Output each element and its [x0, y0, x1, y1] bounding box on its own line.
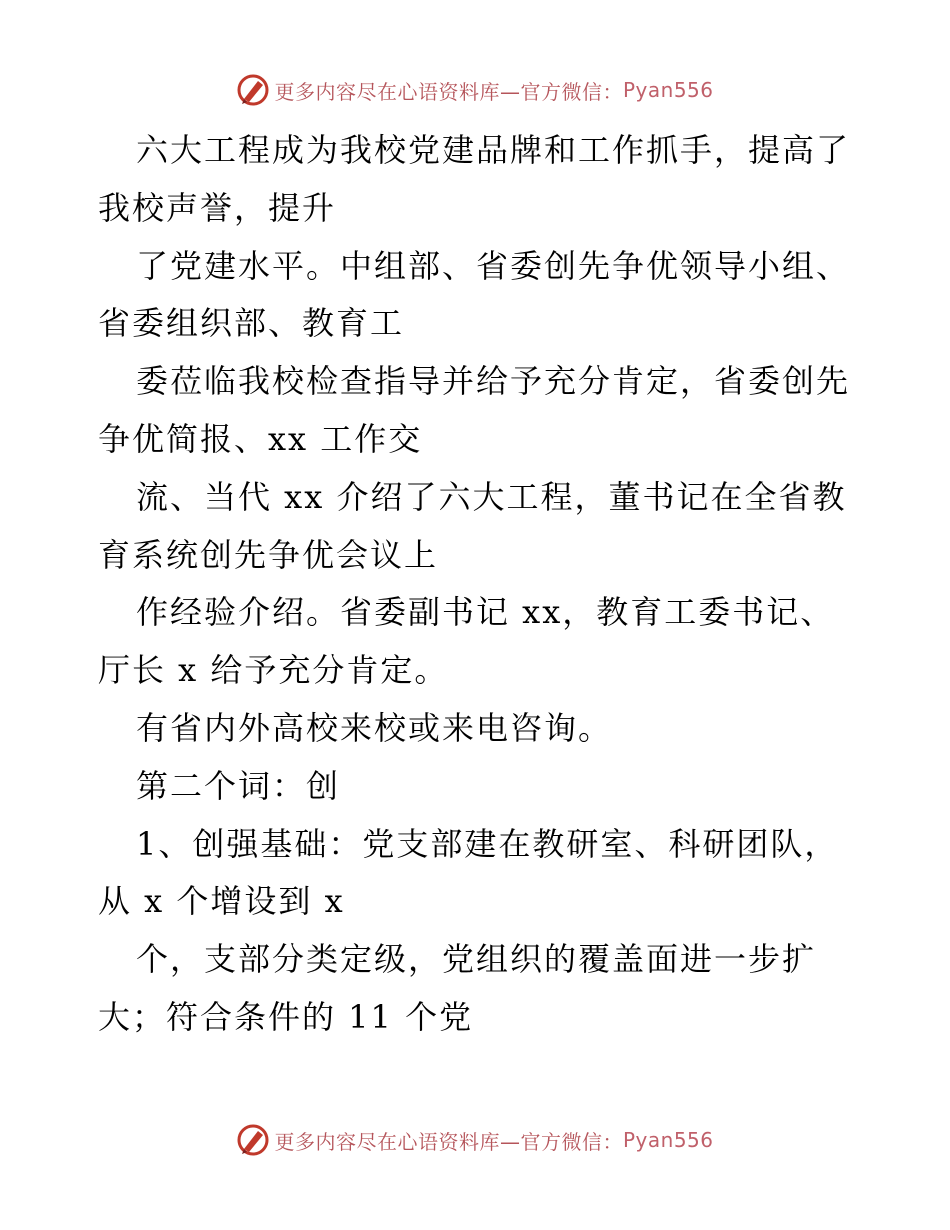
header-watermark	[0, 70, 950, 110]
text-line: 争优简报、xx 工作交	[98, 419, 423, 458]
text-line: 大；符合条件的 11 个党	[98, 997, 474, 1036]
text-line: 我校声誉，提升	[98, 188, 337, 227]
watermark-wechat-id: Pyan556	[622, 78, 714, 102]
section-heading: 第二个词：创	[136, 766, 341, 805]
text-line: 六大工程成为我校党建品牌和工作抓手，提高了	[136, 131, 851, 169]
text-line: 个，支部分类定级，党组织的覆盖面进一步扩	[136, 940, 817, 979]
text-line: 作经验介绍。省委副书记 xx，教育工委书记、	[136, 593, 835, 632]
text-line: 育系统创先争优会议上	[98, 535, 439, 574]
text-line: 从 x 个增设到 x	[98, 882, 345, 921]
watermark-text: 更多内容尽在心语资料库—官方微信：	[274, 79, 623, 104]
text-line: 1、创强基础：党支部建在教研室、科研团队，	[136, 824, 839, 863]
watermark-text: 更多内容尽在心语资料库—官方微信：	[274, 1129, 623, 1154]
text-line: 了党建水平。中组部、省委创先争优领导小组、	[136, 246, 851, 285]
text-line: 流、当代 xx 介绍了六大工程，董书记在全省教	[136, 477, 847, 516]
footer-watermark	[0, 1120, 950, 1160]
text-line: 厅长 x 给予充分肯定。	[98, 651, 449, 690]
text-line: 有省内外高校来校或来电咨询。	[136, 708, 613, 747]
text-line: 省委组织部、教育工	[98, 304, 405, 343]
watermark-wechat-id: Pyan556	[622, 1128, 714, 1152]
text-line: 委莅临我校检查指导并给予充分肯定，省委创先	[136, 362, 851, 401]
document-body	[98, 122, 858, 1047]
pen-logo-icon	[236, 1123, 270, 1157]
pen-logo-icon	[236, 73, 270, 107]
